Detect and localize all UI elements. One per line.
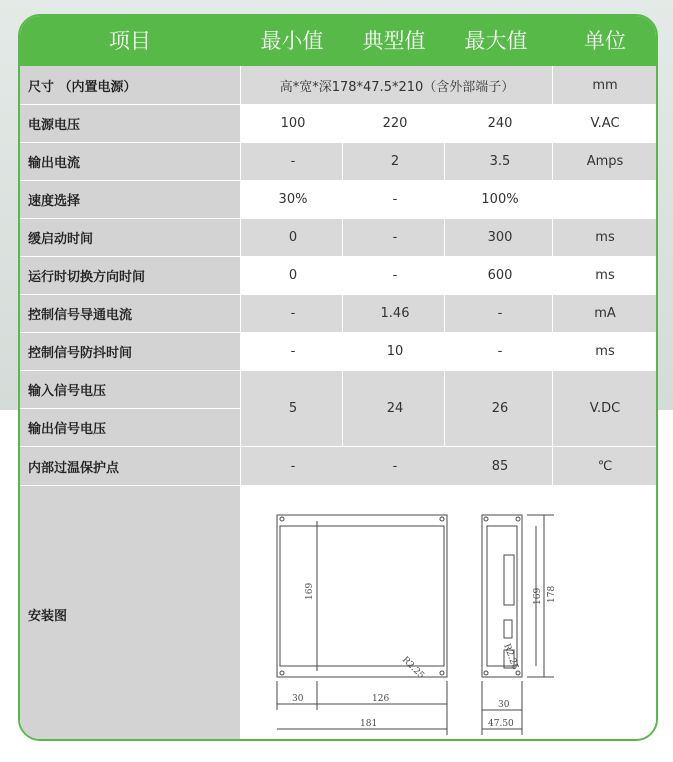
unit-cell: ms	[595, 343, 615, 359]
row-label: 运行时切换方向时间	[20, 256, 240, 294]
unit-cell	[554, 180, 656, 218]
row-label: 控制信号导通电流	[20, 294, 240, 332]
typ-cell: 10	[386, 343, 404, 359]
typ-cell: 1.46	[380, 305, 410, 321]
row-divider	[20, 294, 656, 295]
typ-cell: -	[392, 267, 398, 283]
installation-drawing	[242, 485, 656, 741]
unit-cell: V.DC	[589, 400, 621, 416]
row-divider	[20, 142, 656, 143]
table-row	[20, 218, 656, 256]
min-cell: -	[290, 458, 296, 474]
unit-cell: ms	[595, 229, 615, 245]
row-label: 输入信号电压	[20, 370, 240, 408]
typ-cell: -	[392, 458, 398, 474]
size-value: 高*宽*深178*47.5*210（含外部端子）	[279, 79, 515, 95]
dim-30-left: 30	[292, 694, 304, 704]
row-label: 输出信号电压	[20, 408, 240, 446]
row-divider	[20, 256, 656, 257]
typ-cell: 2	[390, 153, 400, 169]
table-row	[20, 180, 656, 218]
column-divider	[240, 66, 241, 485]
dim-169-right: 169	[533, 587, 543, 605]
typ-cell: 24	[386, 400, 404, 416]
max-cell: 600	[487, 267, 513, 283]
row-divider	[20, 218, 656, 219]
table-row	[20, 447, 656, 485]
dim-181: 181	[360, 719, 378, 729]
header-typical: 典型值	[362, 29, 426, 53]
max-cell: -	[497, 305, 503, 321]
header-min: 最小值	[260, 29, 324, 53]
max-cell: 3.5	[489, 153, 511, 169]
row-label: 内部过温保护点	[20, 447, 240, 485]
unit-cell: mA	[594, 305, 616, 321]
row-divider	[20, 332, 656, 333]
unit-cell: Amps	[586, 153, 624, 169]
table-header	[20, 16, 658, 66]
header-unit: 单位	[584, 29, 626, 53]
max-cell: 300	[487, 229, 513, 245]
unit-cell: ms	[595, 267, 615, 283]
table-row	[20, 294, 656, 332]
column-divider	[552, 66, 553, 485]
row-label: 速度选择	[20, 180, 240, 218]
table-row	[20, 332, 656, 370]
row-divider	[20, 180, 656, 181]
row-label: 电源电压	[20, 104, 240, 142]
dim-126: 126	[372, 694, 390, 704]
row-divider	[20, 408, 240, 409]
min-cell: -	[290, 305, 296, 321]
radius-left: R2.25	[399, 655, 426, 682]
min-cell: 5	[288, 400, 298, 416]
unit-cell: V.AC	[590, 115, 620, 131]
max-cell: -	[497, 343, 503, 359]
dim-4750: 47.50	[488, 719, 514, 729]
dim-height-left: 169	[305, 582, 315, 600]
unit-cell: mm	[592, 77, 618, 93]
typ-cell: -	[392, 191, 398, 207]
min-cell: -	[290, 343, 296, 359]
row-label: 缓启动时间	[20, 218, 240, 256]
dim-30-right: 30	[498, 700, 510, 710]
row-label: 尺寸 （内置电源）	[20, 66, 240, 104]
max-cell: 85	[491, 458, 509, 474]
table-row	[20, 104, 656, 142]
min-cell: 100	[280, 115, 306, 131]
dim-178: 178	[547, 585, 557, 603]
row-divider	[20, 446, 656, 447]
typ-cell: -	[392, 229, 398, 245]
min-cell: 30%	[278, 191, 308, 207]
row-divider	[20, 104, 656, 105]
header-item: 项目	[109, 29, 151, 53]
unit-cell: ℃	[597, 458, 613, 474]
spec-table-card	[18, 14, 658, 741]
max-cell: 26	[491, 400, 509, 416]
row-label: 控制信号防抖时间	[20, 332, 240, 370]
front-view-outline	[277, 515, 447, 677]
typ-cell: 220	[382, 115, 408, 131]
max-cell: 240	[487, 115, 513, 131]
side-view-outline	[482, 515, 522, 677]
table-row	[20, 142, 656, 180]
header-max: 最大值	[464, 29, 528, 53]
row-divider	[20, 370, 656, 371]
min-cell: 0	[288, 267, 298, 283]
min-cell: 0	[288, 229, 298, 245]
table-row	[20, 256, 656, 294]
row-label: 输出电流	[20, 142, 240, 180]
max-cell: 100%	[481, 191, 519, 207]
radius-right: R2.25	[501, 642, 520, 672]
min-cell: -	[290, 153, 296, 169]
row-label: 安装图	[20, 485, 240, 741]
table-row	[20, 66, 656, 104]
